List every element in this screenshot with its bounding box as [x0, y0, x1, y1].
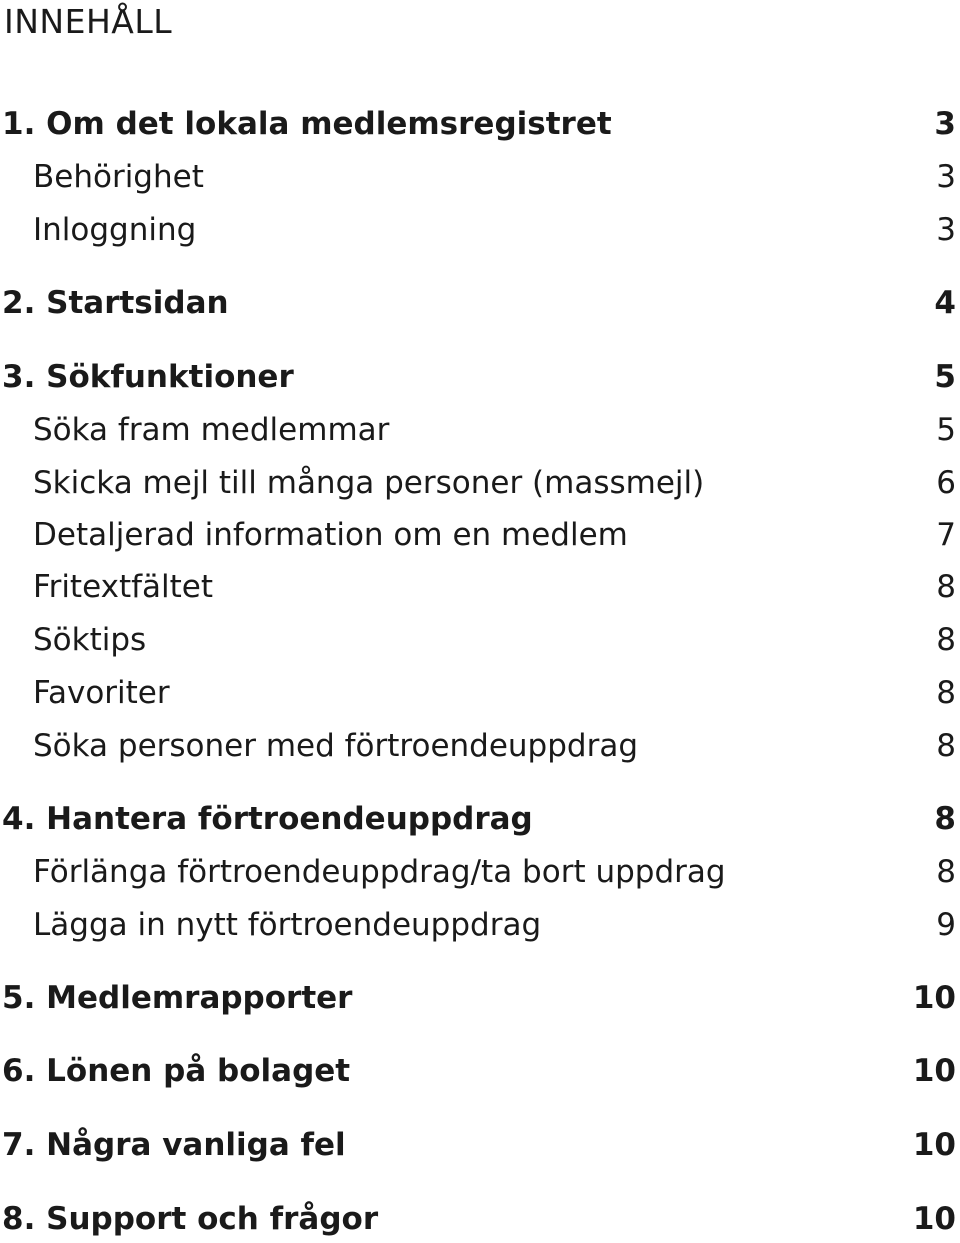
- toc-section-label: Skicka mejl till många personer (massmejl): [33, 465, 705, 501]
- toc-chapter-6[interactable]: [0, 1051, 960, 1091]
- toc-chapter-2[interactable]: [0, 283, 960, 323]
- toc-section-label: Lägga in nytt förtroendeuppdrag: [33, 907, 542, 943]
- toc-chapter-3[interactable]: [0, 357, 960, 397]
- toc-section-behorighet[interactable]: [0, 157, 960, 197]
- toc-chapter-label: 8. Support och frågor: [2, 1201, 379, 1237]
- toc-chapter-label: 6. Lönen på bolaget: [2, 1053, 351, 1089]
- toc-page-number: 8: [934, 801, 956, 837]
- toc-section-label: Behörighet: [33, 159, 204, 195]
- toc-page-number: 10: [912, 1053, 956, 1089]
- toc-section-favoriter[interactable]: [0, 673, 960, 713]
- toc-chapter-1[interactable]: [0, 104, 960, 144]
- toc-section-lagga-in-nytt-fortroendeuppdrag[interactable]: [0, 905, 960, 945]
- toc-section-label: Söka fram medlemmar: [33, 412, 390, 448]
- toc-page-number: 5: [936, 412, 956, 448]
- toc-section-inloggning[interactable]: [0, 210, 960, 250]
- toc-page-number: 4: [934, 285, 956, 321]
- toc-page-number: 8: [936, 569, 956, 605]
- toc-page-number: 3: [936, 159, 956, 195]
- toc-section-forlanga-fortroendeuppdrag[interactable]: [0, 852, 960, 892]
- toc-chapter-label: 5. Medlemrapporter: [2, 980, 353, 1016]
- toc-page-number: 10: [912, 1201, 956, 1237]
- toc-section-label: Inloggning: [33, 212, 197, 248]
- toc-page-number: 8: [936, 728, 956, 764]
- toc-page-number: 8: [936, 622, 956, 658]
- toc-chapter-5[interactable]: [0, 978, 960, 1018]
- toc-section-detaljerad-information[interactable]: [0, 515, 960, 555]
- toc-section-label: Förlänga förtroendeuppdrag/ta bort uppdrag: [33, 854, 726, 890]
- toc-chapter-4[interactable]: [0, 799, 960, 839]
- toc-section-label: Söktips: [33, 622, 147, 658]
- toc-page-number: 3: [934, 106, 956, 142]
- toc-page-number: 8: [936, 675, 956, 711]
- toc-section-massmejl[interactable]: [0, 463, 960, 503]
- toc-chapter-8[interactable]: [0, 1199, 960, 1239]
- toc-section-soka-personer-med-fortroendeuppdrag[interactable]: [0, 726, 960, 766]
- toc-section-label: Favoriter: [33, 675, 170, 711]
- toc-chapter-label: 2. Startsidan: [2, 285, 229, 321]
- toc-section-label: Detaljerad information om en medlem: [33, 517, 628, 553]
- toc-section-fritextfaltet[interactable]: [0, 567, 960, 607]
- toc-section-soka-fram-medlemmar[interactable]: [0, 410, 960, 450]
- toc-chapter-label: 3. Sökfunktioner: [2, 359, 294, 395]
- toc-page-number: 5: [934, 359, 956, 395]
- toc-page-number: 10: [912, 980, 956, 1016]
- toc-page-number: 8: [936, 854, 956, 890]
- toc-page-number: 9: [936, 907, 956, 943]
- toc-section-label: Fritextfältet: [33, 569, 214, 605]
- toc-section-label: Söka personer med förtroendeuppdrag: [33, 728, 639, 764]
- toc-chapter-label: 7. Några vanliga fel: [2, 1127, 346, 1163]
- toc-page-number: 10: [912, 1127, 956, 1163]
- toc-page-number: 6: [936, 465, 956, 501]
- toc-chapter-7[interactable]: [0, 1125, 960, 1165]
- toc-page-number: 7: [936, 517, 956, 553]
- toc-page-number: 3: [936, 212, 956, 248]
- toc-chapter-label: 4. Hantera förtroendeuppdrag: [2, 801, 533, 837]
- toc-heading: INNEHÅLL: [4, 2, 173, 41]
- toc-section-soktips[interactable]: [0, 620, 960, 660]
- toc-chapter-label: 1. Om det lokala medlemsregistret: [2, 106, 612, 142]
